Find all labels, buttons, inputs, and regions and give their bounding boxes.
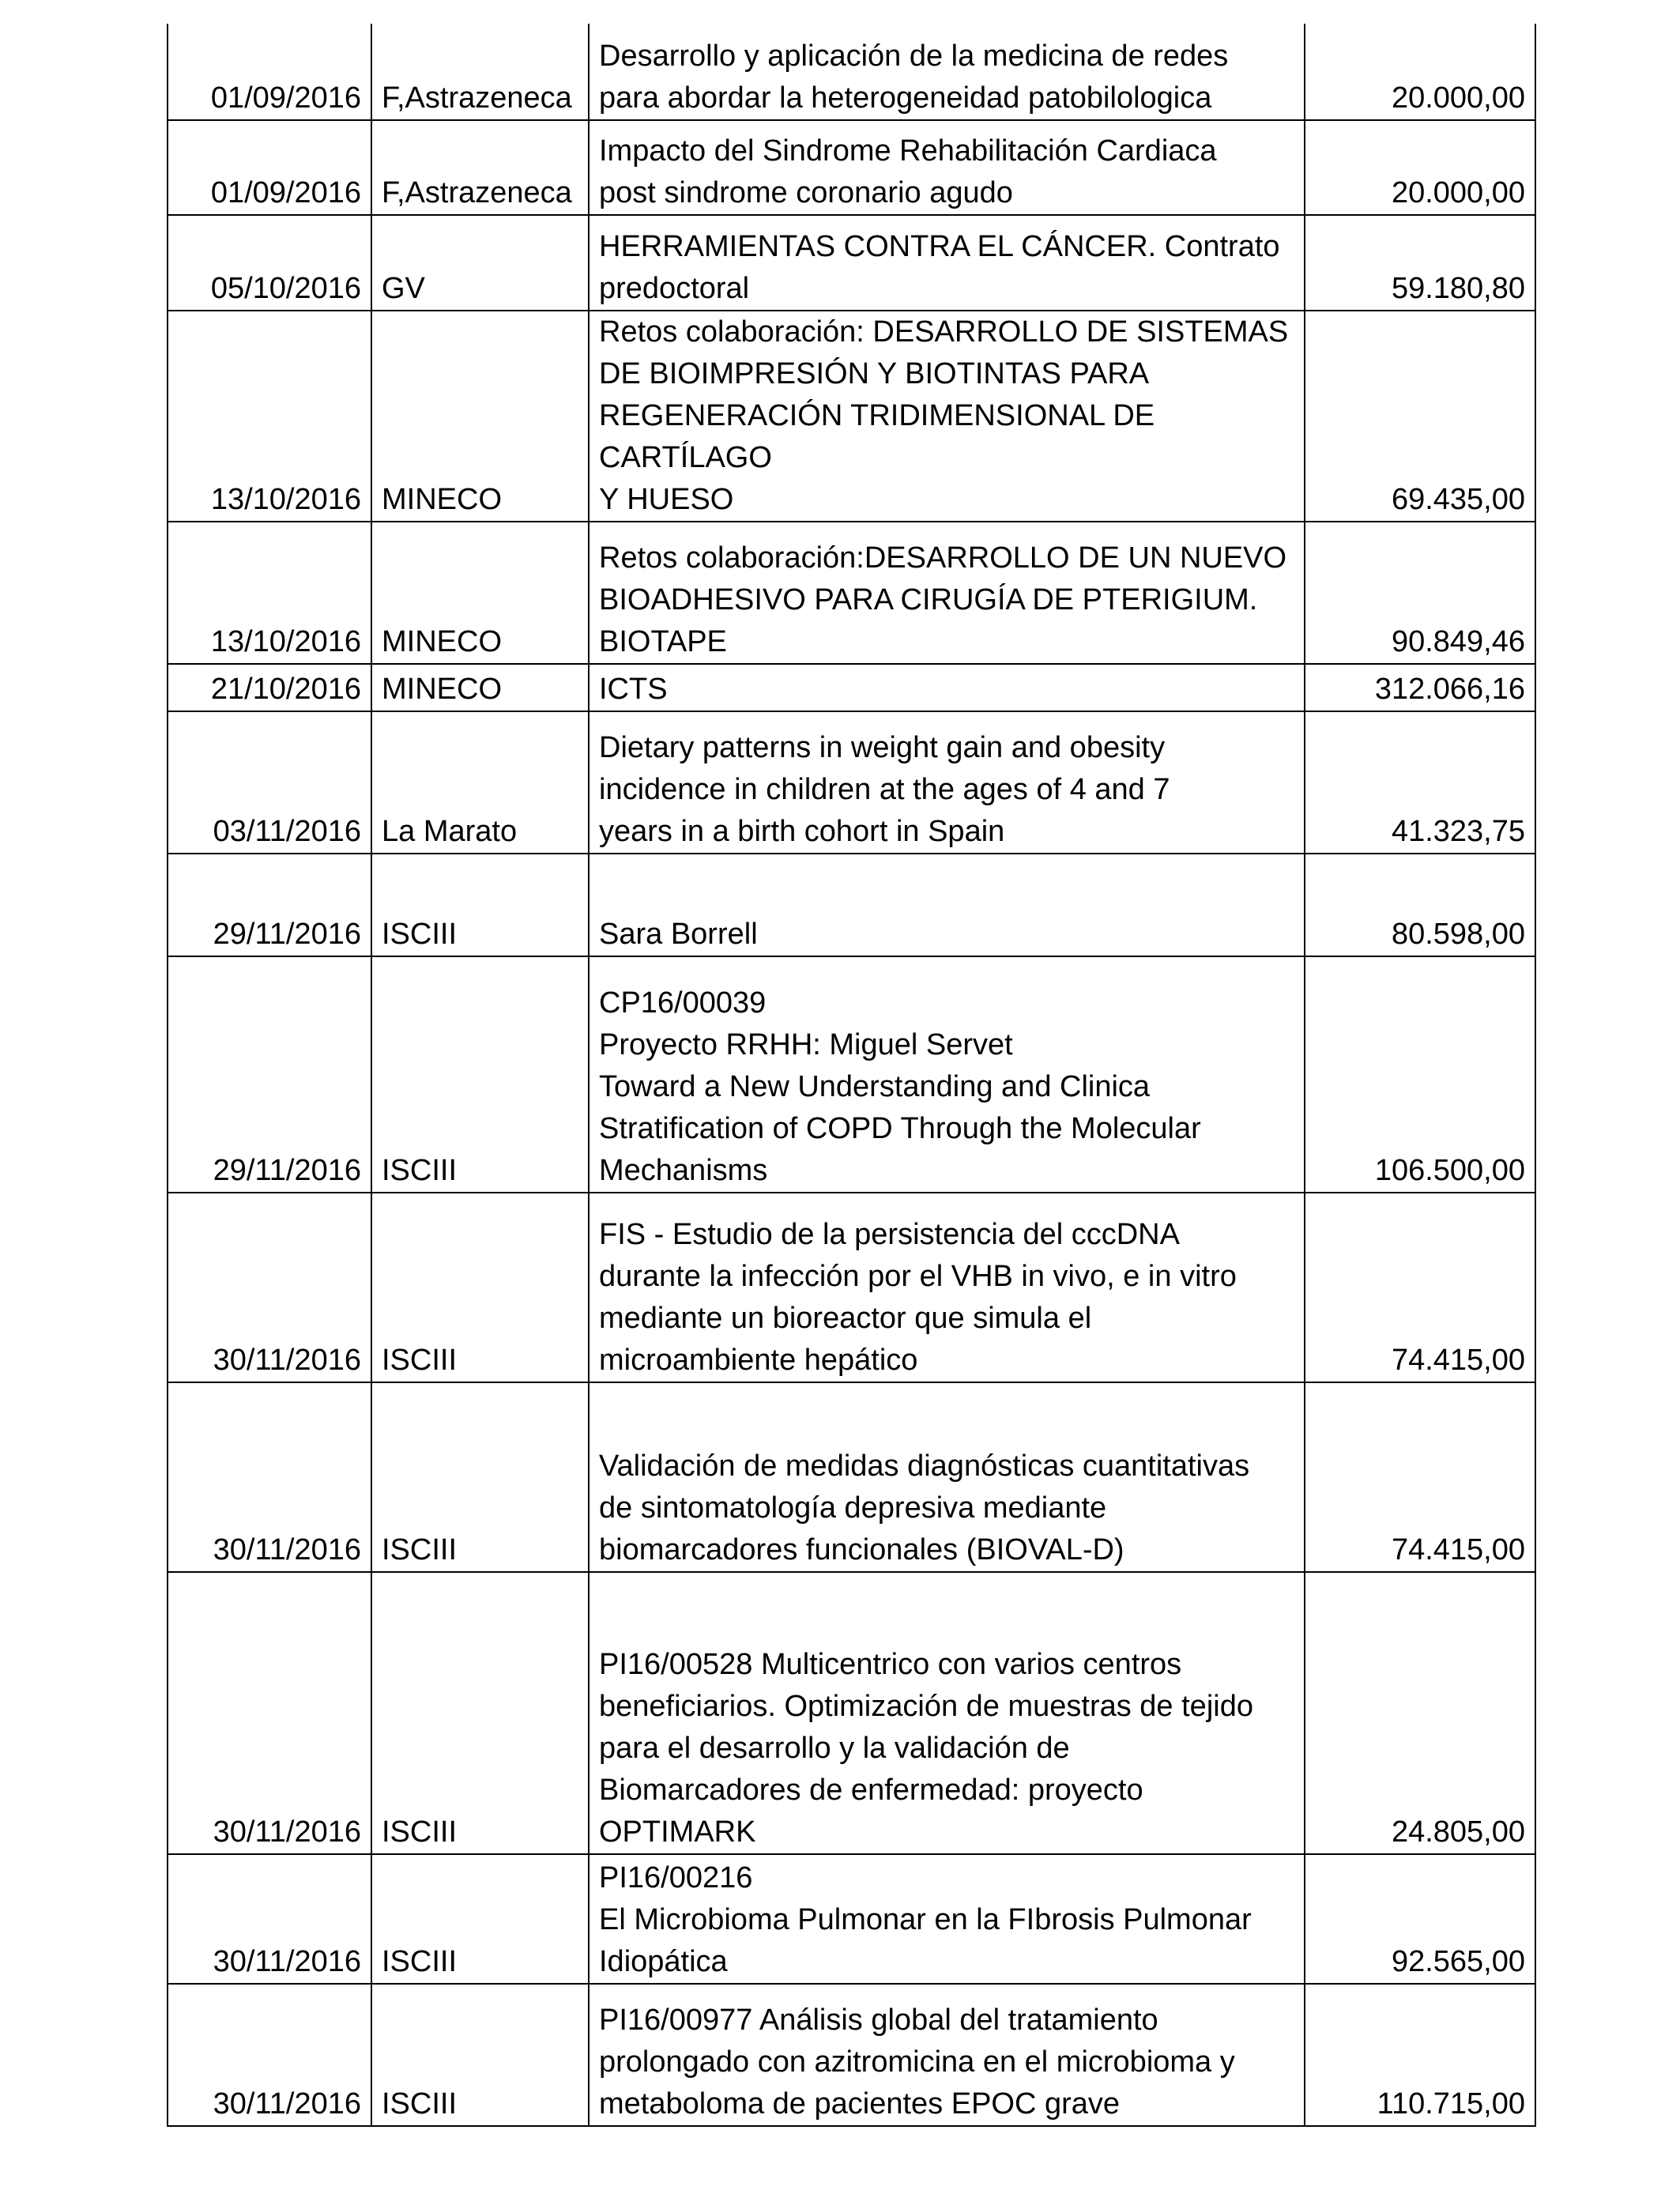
table-row xyxy=(168,522,1535,664)
date-cell: 13/10/2016 xyxy=(168,522,371,664)
description-cell: Retos colaboración: DESARROLLO DE SISTEMAS DE BIOIMPRESIÓN Y BIOTINTAS PARA REGENERACIÓN TRIDIMENSIONAL DE CARTÍLAGO Y HUESO xyxy=(589,311,1305,522)
description-cell: Sara Borrell xyxy=(589,854,1305,956)
description-cell: FIS - Estudio de la persistencia del cccDNA durante la infección por el VHB in vivo, e in vitro mediante un bioreactor que simula el microambiente hepático xyxy=(589,1193,1305,1382)
entity-cell: F,Astrazeneca xyxy=(371,120,589,215)
amount-cell: 74.415,00 xyxy=(1305,1382,1535,1572)
date-cell: 29/11/2016 xyxy=(168,956,371,1193)
table-row xyxy=(168,1382,1535,1572)
description-cell: Dietary patterns in weight gain and obesity incidence in children at the ages of 4 and 7 years in a birth cohort in Spain xyxy=(589,711,1305,854)
table-row xyxy=(168,1984,1535,2126)
amount-cell: 312.066,16 xyxy=(1305,664,1535,711)
amount-cell: 41.323,75 xyxy=(1305,711,1535,854)
description-cell: PI16/00528 Multicentrico con varios centros beneficiarios. Optimización de muestras de tejido para el desarrollo y la validación de Biomarcadores de enfermedad: proyecto OPTIMARK xyxy=(589,1572,1305,1854)
amount-cell: 24.805,00 xyxy=(1305,1572,1535,1854)
amount-cell: 74.415,00 xyxy=(1305,1193,1535,1382)
entity-cell: La Marato xyxy=(371,711,589,854)
date-cell: 30/11/2016 xyxy=(168,1572,371,1854)
entity-cell: MINECO xyxy=(371,311,589,522)
description-cell: CP16/00039 Proyecto RRHH: Miguel Servet Toward a New Understanding and Clinica Stratification of COPD Through the Molecular Mechanisms xyxy=(589,956,1305,1193)
amount-cell: 59.180,80 xyxy=(1305,215,1535,311)
description-cell: Desarrollo y aplicación de la medicina de redes para abordar la heterogeneidad patobilologica xyxy=(589,24,1305,120)
table-row xyxy=(168,24,1535,120)
date-cell: 30/11/2016 xyxy=(168,1984,371,2126)
table-row xyxy=(168,1854,1535,1984)
entity-cell: ISCIII xyxy=(371,1984,589,2126)
table-row xyxy=(168,311,1535,522)
entity-cell: ISCIII xyxy=(371,1382,589,1572)
description-cell: ICTS xyxy=(589,664,1305,711)
entity-cell: ISCIII xyxy=(371,854,589,956)
entity-cell: MINECO xyxy=(371,522,589,664)
table-row xyxy=(168,711,1535,854)
date-cell: 30/11/2016 xyxy=(168,1193,371,1382)
amount-cell: 90.849,46 xyxy=(1305,522,1535,664)
table-row xyxy=(168,956,1535,1193)
table-row xyxy=(168,1572,1535,1854)
amount-cell: 110.715,00 xyxy=(1305,1984,1535,2126)
entity-cell: MINECO xyxy=(371,664,589,711)
description-cell: Retos colaboración:DESARROLLO DE UN NUEVO BIOADHESIVO PARA CIRUGÍA DE PTERIGIUM. BIOTAPE xyxy=(589,522,1305,664)
amount-cell: 20.000,00 xyxy=(1305,24,1535,120)
amount-cell: 92.565,00 xyxy=(1305,1854,1535,1984)
entity-cell: F,Astrazeneca xyxy=(371,24,589,120)
description-cell: Impacto del Sindrome Rehabilitación Cardiaca post sindrome coronario agudo xyxy=(589,120,1305,215)
entity-cell: ISCIII xyxy=(371,1854,589,1984)
entity-cell: ISCIII xyxy=(371,1572,589,1854)
table-row xyxy=(168,120,1535,215)
description-cell: PI16/00216 El Microbioma Pulmonar en la FIbrosis Pulmonar Idiopática xyxy=(589,1854,1305,1984)
date-cell: 01/09/2016 xyxy=(168,120,371,215)
entity-cell: ISCIII xyxy=(371,1193,589,1382)
table-row xyxy=(168,1193,1535,1382)
date-cell: 13/10/2016 xyxy=(168,311,371,522)
amount-cell: 106.500,00 xyxy=(1305,956,1535,1193)
date-cell: 30/11/2016 xyxy=(168,1382,371,1572)
date-cell: 29/11/2016 xyxy=(168,854,371,956)
amount-cell: 80.598,00 xyxy=(1305,854,1535,956)
date-cell: 01/09/2016 xyxy=(168,24,371,120)
amount-cell: 69.435,00 xyxy=(1305,311,1535,522)
date-cell: 05/10/2016 xyxy=(168,215,371,311)
date-cell: 21/10/2016 xyxy=(168,664,371,711)
grants-table xyxy=(167,24,1536,2127)
table-row xyxy=(168,215,1535,311)
entity-cell: GV xyxy=(371,215,589,311)
amount-cell: 20.000,00 xyxy=(1305,120,1535,215)
date-cell: 30/11/2016 xyxy=(168,1854,371,1984)
table-row xyxy=(168,664,1535,711)
table-row xyxy=(168,854,1535,956)
date-cell: 03/11/2016 xyxy=(168,711,371,854)
entity-cell: ISCIII xyxy=(371,956,589,1193)
description-cell: HERRAMIENTAS CONTRA EL CÁNCER. Contrato predoctoral xyxy=(589,215,1305,311)
description-cell: PI16/00977 Análisis global del tratamiento prolongado con azitromicina en el microbioma y metaboloma de pacientes EPOC grave xyxy=(589,1984,1305,2126)
description-cell: Validación de medidas diagnósticas cuantitativas de sintomatología depresiva mediante biomarcadores funcionales (BIOVAL-D) xyxy=(589,1382,1305,1572)
